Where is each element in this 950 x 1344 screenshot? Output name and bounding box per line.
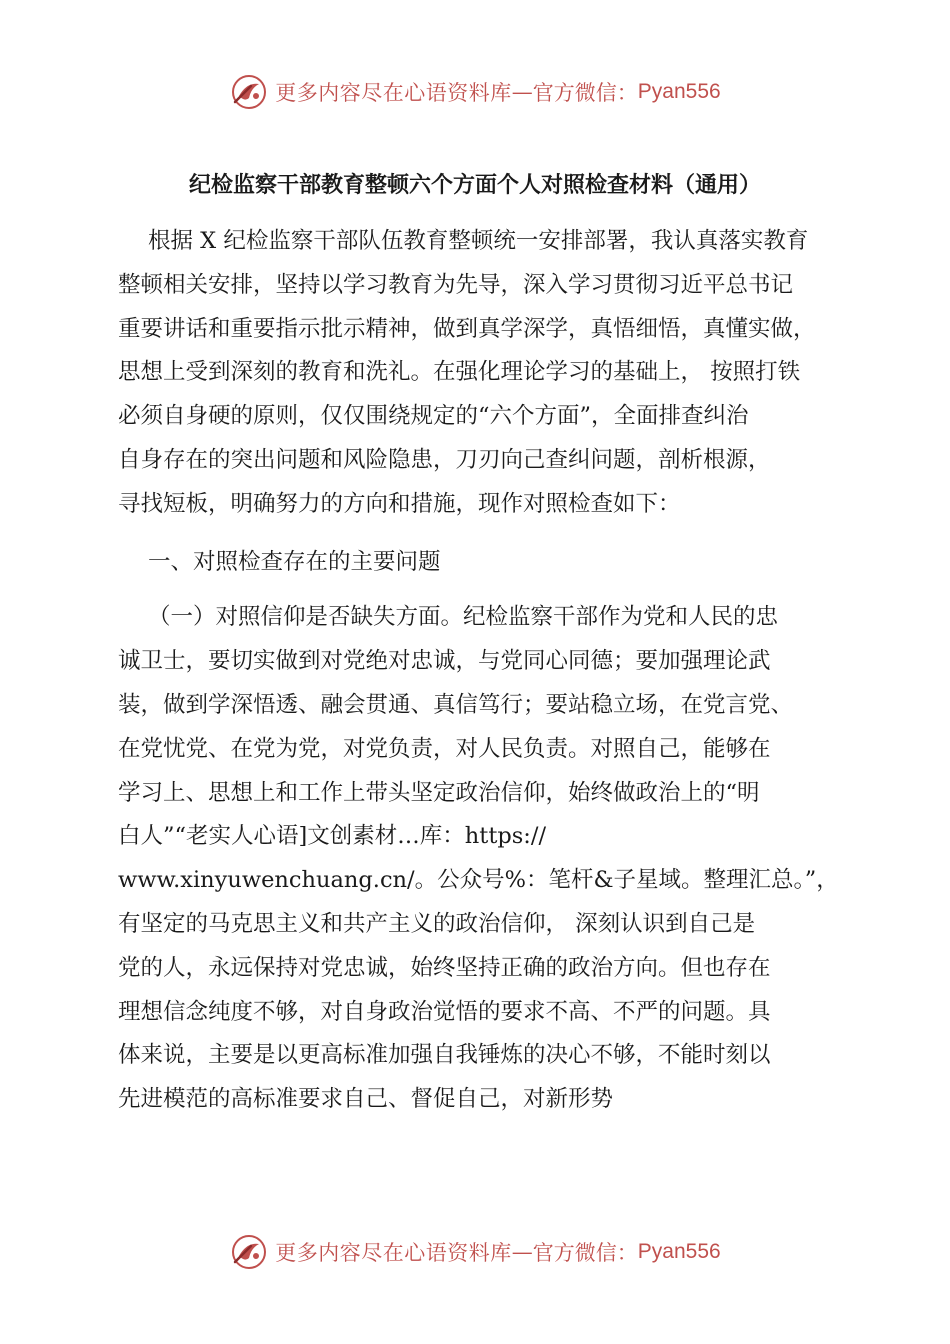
document-body (118, 220, 850, 1122)
banner-separator: — (511, 80, 533, 104)
paragraph-line: 重要讲话和重要指示批示精神，做到真学深学，真悟细悟，真懂实做， (118, 315, 816, 342)
paragraph-line: 整顿相关安排，坚持以学习教育为先导，深入学习贯彻习近平总书记 (118, 271, 794, 298)
paragraph-line: 先进模范的高标准要求自己、督促自己，对新形势 (118, 1086, 614, 1113)
paragraph-line: 学习上、思想上和工作上带头坚定政治信仰，始终做政治上的“明 (118, 779, 760, 806)
brand-logo-icon (229, 72, 269, 112)
paragraph-line: 在党忧党、在党为党，对党负责，对人民负责。对照自己，能够在 (118, 735, 771, 762)
intro-paragraph (118, 220, 850, 527)
brand-logo-icon (229, 1232, 269, 1272)
document-title: 纪检监察干部教育整顿六个方面个人对照检查材料（通用） (188, 173, 761, 198)
paragraph-line: 必须自身硬的原则，仅仅围绕规定的“六个方面”，全面排查纠治 (118, 403, 749, 430)
banner-wechat-label: 官方微信： (532, 1241, 638, 1265)
section-paragraph (118, 596, 850, 1122)
paragraph-line: 思想上受到深刻的教育和洗礼。在强化理论学习的基础上， 按照打铁 (118, 359, 801, 386)
paragraph-line: 装，做到学深悟透、融会贯通、真信笃行；要站稳立场，在党言党、 (118, 691, 794, 718)
banner-separator: — (511, 1240, 533, 1264)
paragraph-line: www.xinyuwenchuang.cn/。公众号%：笔杆&子星域。整理汇总。”， (118, 867, 839, 894)
paragraph-line: 寻找短板，明确努力的方向和措施，现作对照检查如下： (118, 490, 681, 517)
paragraph-line: 理想信念纯度不够，对自身政治觉悟的要求不高、不严的问题。具 (118, 998, 771, 1025)
paragraph-line: 党的人，永远保持对党忠诚，始终坚持正确的政治方向。但也存在 (118, 954, 771, 981)
banner-wechat-id: Pyan556 (637, 80, 721, 103)
paragraph-line: 体来说，主要是以更高标准加强自我锤炼的决心不够，不能时刻以 (118, 1042, 771, 1069)
paragraph-line: 白人”“老实人心语]文创素材…库：https:// (118, 823, 547, 850)
paragraph-line: 诚卫士，要切实做到对党绝对忠诚，与党同心同德；要加强理论武 (118, 648, 771, 675)
footer-banner (0, 1230, 950, 1274)
paragraph-line: 有坚定的马克思主义和共产主义的政治信仰， 深刻认识到自己是 (118, 910, 756, 937)
banner-text: 更多内容尽在心语资料库 (275, 81, 512, 105)
paragraph-line: （一）对照信仰是否缺失方面。纪检监察干部作为党和人民的忠 (148, 604, 779, 631)
banner-wechat-id: Pyan556 (637, 1240, 721, 1263)
paragraph-line: 自身存在的突出问题和风险隐患，刀刃向己查纠问题，剖析根源， (118, 446, 771, 473)
header-banner (0, 70, 950, 114)
paragraph-line: 根据 X 纪检监察干部队伍教育整顿统一安排部署，我认真落实教育 (148, 228, 809, 254)
banner-text: 更多内容尽在心语资料库 (275, 1241, 512, 1265)
section-heading: 一、对照检查存在的主要问题 (148, 548, 441, 575)
banner-wechat-label: 官方微信： (532, 81, 638, 105)
